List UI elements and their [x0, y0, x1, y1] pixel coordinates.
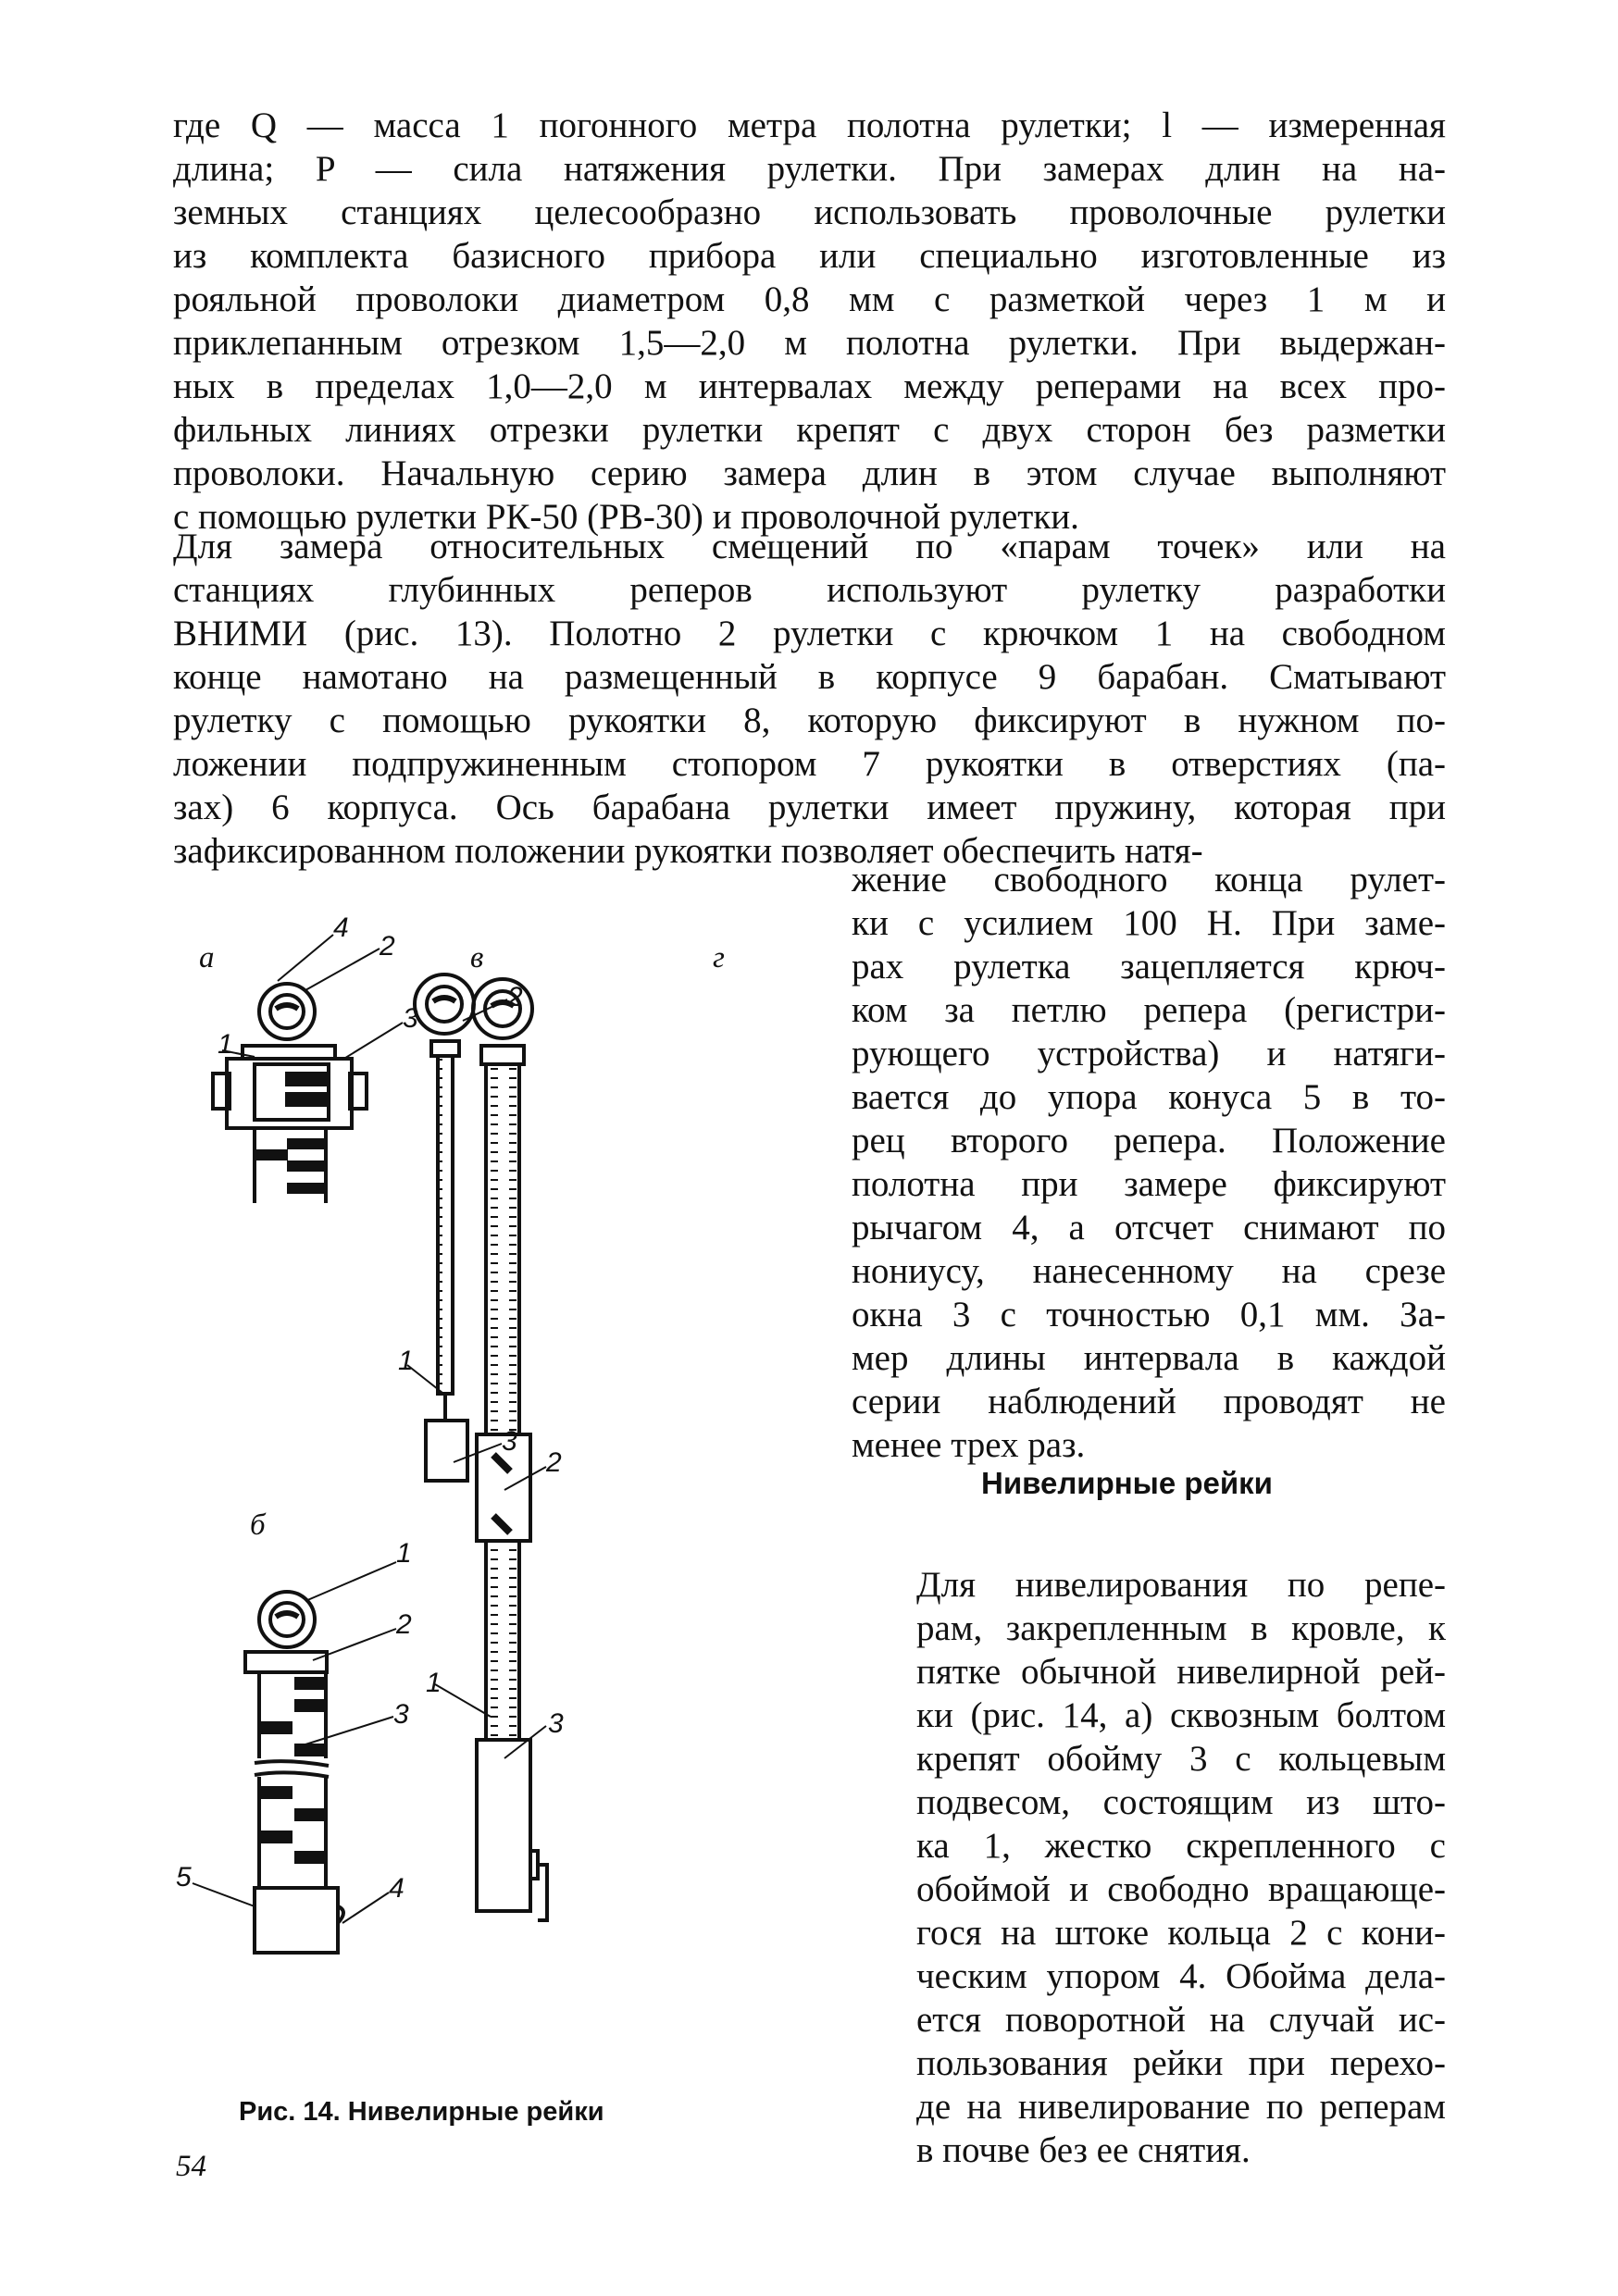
text-line: полотна при замере фиксируют [852, 1164, 1446, 1204]
paragraph-tape-measure-cont [852, 858, 1446, 1467]
paragraph-tape-measure [173, 525, 1446, 873]
label-b-4: 4 [389, 1873, 404, 1904]
text-line: в почве без ее снятия. [916, 2130, 1251, 2170]
text-line: де на нивелирование по реперам [916, 2087, 1446, 2127]
text-line: фильных линиях отрезки рулетки крепят с двух сторон без разметки [173, 410, 1446, 450]
text-line: рующего устройства) и натяги- [852, 1034, 1446, 1074]
text-line: ческим упором 4. Обойма дела- [916, 1956, 1446, 1996]
text-line: окна 3 с точностью 0,1 мм. За- [852, 1295, 1446, 1334]
panel-label-g: г [713, 941, 725, 974]
text-line: ком за петлю репера (регистри- [852, 990, 1446, 1030]
text-line: ВНИМИ (рис. 13). Полотно 2 рулетки с крючком 1 на свободном [173, 614, 1446, 653]
panel-label-v: в [470, 941, 484, 974]
label-v-1: 1 [426, 1668, 442, 1698]
panel-label-a: а [199, 941, 215, 974]
text-line: пятке обычной нивелирной рей- [916, 1652, 1446, 1692]
label-b-5: 5 [176, 1862, 192, 1893]
label-v-3: 3 [548, 1708, 564, 1739]
text-line: Для нивелирования по репе- [916, 1565, 1446, 1605]
figure-caption: Рис. 14. Нивелирные рейки [239, 2097, 604, 2127]
text-line: ки (рис. 14, а) сквозным болтом [916, 1695, 1446, 1735]
label-a-3: 3 [403, 1003, 418, 1034]
label-a-4: 4 [333, 912, 349, 943]
text-line: менее трех раз. [852, 1425, 1086, 1465]
label-g-3: 3 [502, 1426, 517, 1457]
paragraph-formula-notes [173, 104, 1446, 539]
text-line: из комплекта базисного прибора или специально изготовленные из [173, 236, 1446, 276]
label-b-1: 1 [396, 1538, 412, 1569]
text-line: обоймой и свободно вращающе- [916, 1869, 1446, 1909]
text-line: конце намотано на размещенный в корпусе 9 барабан. Сматывают [173, 657, 1446, 697]
text-line: жение свободного конца рулет- [852, 860, 1446, 900]
figure-panel-b [193, 1562, 396, 1953]
text-line: мер длины интервала в каждой [852, 1338, 1446, 1378]
text-line: Для замера относительных смещений по «парам точек» или на [173, 527, 1446, 566]
label-v-2: 2 [546, 1447, 562, 1478]
text-line: рам, закрепленным в кровле, к [916, 1608, 1446, 1648]
text-line: ки с усилием 100 Н. При заме- [852, 903, 1446, 943]
text-line: рец второго репера. Положение [852, 1121, 1446, 1160]
text-line: крепят обойму 3 с кольцевым [916, 1739, 1446, 1779]
text-line: нониусу, нанесенному на срезе [852, 1251, 1446, 1291]
label-g-1: 1 [398, 1346, 414, 1376]
label-g-2: 2 [507, 982, 523, 1012]
text-line: с помощью рулетки РК-50 (РВ-30) и проволочной рулетки. [173, 497, 1079, 537]
text-line: ется поворотной на случай ис- [916, 2000, 1446, 2040]
figure-panel-a [213, 935, 403, 1203]
label-b-2: 2 [396, 1609, 412, 1640]
text-line: рулетку с помощью рукоятки 8, которую фиксируют в нужном по- [173, 701, 1446, 740]
text-line: рояльной проволоки диаметром 0,8 мм с разметкой через 1 м и [173, 279, 1446, 319]
page-number: 54 [176, 2150, 206, 2183]
text-line: серии наблюдений проводят не [852, 1382, 1446, 1421]
text-line: приклепанным отрезком 1,5—2,0 м полотна рулетки. При выдержан- [173, 323, 1446, 363]
text-line: рах рулетка зацепляется крюч- [852, 947, 1446, 987]
text-line: пользования рейки при перехо- [916, 2043, 1446, 2083]
figure-leveling-rods [157, 888, 842, 2091]
text-line: ка 1, жестко скрепленного с [916, 1826, 1446, 1866]
text-line: зах) 6 корпуса. Ось барабана рулетки имеет пружину, которая при [173, 788, 1446, 827]
text-line: вается до упора конуса 5 в то- [852, 1077, 1446, 1117]
text-line: зафиксированном положении рукоятки позволяет обеспечить натя- [173, 831, 1203, 871]
label-b-3: 3 [393, 1699, 409, 1730]
text-line: проволоки. Начальную серию замера длин в этом случае выполняют [173, 453, 1446, 493]
panel-label-b: б [250, 1508, 266, 1542]
text-line: где Q — масса 1 погонного метра полотна рулетки; l — измеренная [173, 105, 1446, 145]
label-a-1: 1 [218, 1029, 233, 1060]
text-line: станциях глубинных реперов используют рулетку разработки [173, 570, 1446, 610]
text-line: длина; P — сила натяжения рулетки. При замерах длин на на- [173, 149, 1446, 189]
label-a-2: 2 [380, 931, 395, 962]
text-line: ных в пределах 1,0—2,0 м интервалах между реперами на всех про- [173, 366, 1446, 406]
section-heading: Нивелирные рейки [981, 1466, 1273, 1500]
text-line: подвесом, состоящим из што- [916, 1782, 1446, 1822]
paragraph-leveling-rods [916, 1563, 1446, 2172]
text-line: земных станциях целесообразно использовать проволочные рулетки [173, 192, 1446, 232]
text-line: рычагом 4, а отсчет снимают по [852, 1208, 1446, 1247]
text-line: гося на штоке кольца 2 с кони- [916, 1913, 1446, 1953]
text-line: ложении подпружиненным стопором 7 рукоятки в отверстиях (па- [173, 744, 1446, 784]
